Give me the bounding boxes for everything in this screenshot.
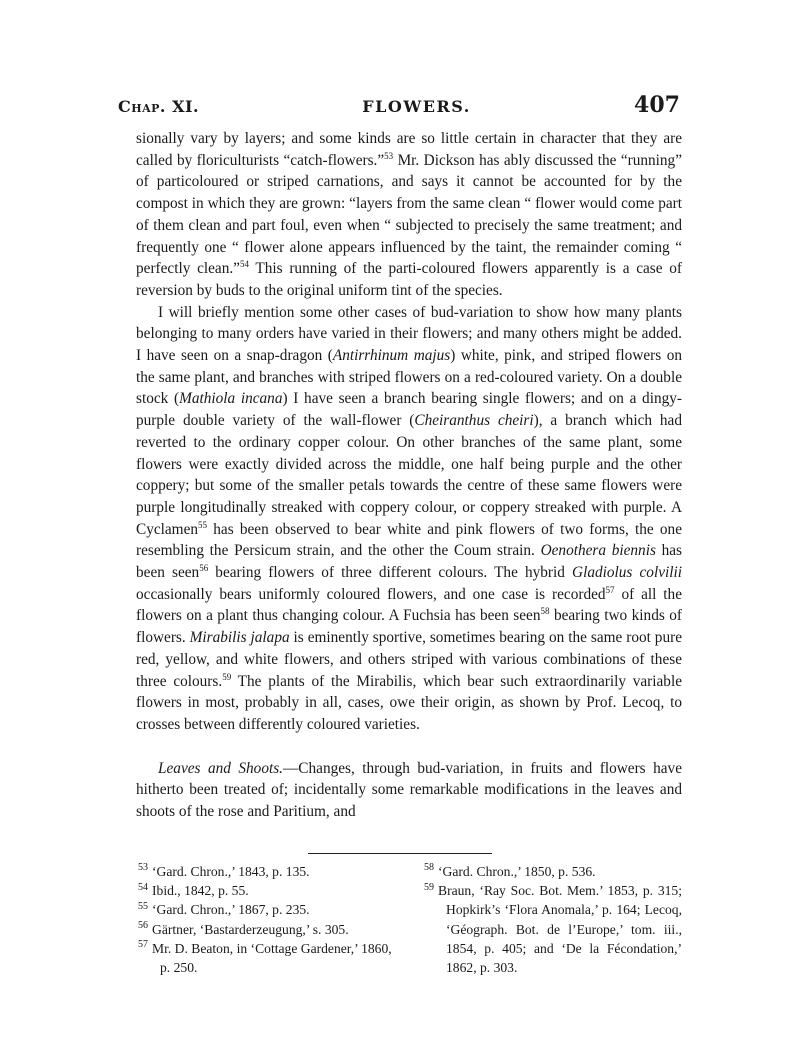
text: of all the flowers on a plant thus changing colour. A Fuchsia has been seen [136, 585, 682, 625]
species-name: Mirabilis jalapa [189, 629, 290, 647]
text: bearing two kinds of flowers. [136, 607, 682, 647]
footnote-text: ‘Gard. Chron.,’ 1843, p. 135. [152, 864, 310, 879]
species-name: Antirrhinum majus [332, 347, 451, 365]
text: Mr. Dickson has ably discussed the “running” of particoloured or striped carnations, and says it cannot be accounted for by the compost in which they are grown: “layers from the same clean “ flower would come part of them clean and part foul, even when “ subjected to precisely the same treatment; and frequently one “ flower alone appears influenced by the taint, the remainder coming “ perfectly clean.” [136, 151, 682, 278]
paragraph-3 [136, 758, 682, 823]
footnote [424, 862, 682, 881]
body-text [136, 128, 682, 823]
footnote-ref: 59 [222, 671, 232, 682]
footnote-ref: 53 [384, 150, 394, 161]
footnote-divider [308, 853, 492, 854]
footnote [424, 881, 682, 977]
footnote-number: 55 [138, 900, 148, 912]
footnote [138, 881, 404, 900]
footnote-ref: 55 [198, 519, 208, 530]
footnote-text: Gärtner, ‘Bastarderzeugung,’ s. 305. [152, 921, 349, 937]
footnote-number: 56 [138, 920, 148, 932]
footnote [138, 920, 404, 939]
footnote-number: 54 [138, 881, 148, 893]
species-name: Mathiola incana [179, 390, 283, 408]
footnote [138, 939, 404, 977]
footnotes-left-column [138, 862, 404, 977]
footnote-number: 53 [138, 862, 148, 874]
running-header [118, 92, 680, 120]
footnote-text: ‘Gard. Chron.,’ 1850, p. 536. [438, 864, 596, 879]
footnote-number: 57 [138, 939, 148, 951]
footnote-text: Braun, ‘Ray Soc. Bot. Mem.’ 1853, p. 315; Hopkirk’s ‘Flora Anomala,’ p. 164; Lecoq, ‘Géograph. Bot. de l’Europe,’ tom. iii., 1854, p. 405; and ‘De la Fécondation,’ 1862, p. 303. [438, 883, 682, 976]
text: —Changes, through bud-variation, in fruits and flowers have hitherto been treated of; incidentally some remarkable modifications in the leaves and shoots of the rose and Paritium, and [136, 759, 682, 821]
footnote-ref: 58 [540, 606, 550, 617]
text: sionally vary by layers; and some kinds are so little certain in character that they are called by floriculturists “catch-flowers.” [136, 130, 682, 169]
text: ), a branch which had reverted to the ordinary copper colour. On other branches of the same plant, some flowers were exactly divided across the middle, one half being purple and the other coppery; but some of the smaller petals towards the centre of these same flowers were purple longitudinally streaked with coppery colour, or coppery streaked with purple. A Cyclamen [136, 412, 682, 538]
paragraph-2 [136, 302, 682, 736]
text: ) I have seen a branch bearing single flowers; and on a dingy-purple double variety of the wall-flower ( [136, 390, 682, 430]
footnote-text: Ibid., 1842, p. 55. [152, 883, 249, 899]
footnote-text: ‘Gard. Chron.,’ 1867, p. 235. [152, 902, 310, 918]
text: This running of the parti-coloured flowers apparently is a case of reversion by buds to the original uniform tint of the species. [136, 260, 682, 299]
text: bearing flowers of three different colours. The hybrid [208, 564, 573, 582]
page-number: 407 [634, 92, 680, 118]
footnote [138, 862, 404, 881]
running-title: FLOWERS. [362, 97, 471, 116]
text: is eminently sportive, sometimes bearing on the same root pure red, yellow, and white flowers, and others striped with various combinations of these three colours. [136, 629, 682, 690]
species-name: Gladiolus colvilii [572, 564, 682, 582]
section-heading: Leaves and Shoots. [158, 759, 283, 777]
text: has been observed to bear white and pink flowers of two forms, the one resembling the Persicum strain, and the other the Coum strain. [136, 520, 682, 560]
species-name: Oenothera biennis [540, 542, 656, 560]
text: The plants of the Mirabilis, which bear such extraordinarily variable flowers in most, probably in all, cases, owe their origin, as shown by Prof. Lecoq, to crosses between differently coloured varieties. [136, 672, 682, 733]
footnote-number: 59 [424, 881, 434, 893]
footnote [138, 900, 404, 919]
text: occasionally bears uniformly coloured flowers, and one case is recorded [136, 585, 606, 603]
paragraph-1 [136, 128, 682, 302]
footnote-ref: 57 [605, 584, 615, 595]
footnote-number: 58 [424, 862, 434, 874]
text: ) white, pink, and striped flowers on the same plant, and branches with striped flowers on a red-coloured variety. On a double stock ( [136, 347, 682, 408]
footnote-ref: 56 [199, 562, 209, 573]
footnote-ref: 54 [239, 259, 249, 270]
footnote-text: Mr. D. Beaton, in ‘Cottage Gardener,’ 1860, p. 250. [152, 940, 392, 976]
species-name: Cheiranthus cheiri [414, 412, 534, 430]
text: has been seen [136, 542, 683, 582]
chapter-label: Chap. XI. [118, 97, 200, 116]
footnotes-right-column [424, 862, 682, 977]
text: I will briefly mention some other cases of bud-variation to show how many plants belonging to many orders have varied in their flowers; and many others might be added. I have seen on a snap-dragon ( [136, 303, 682, 365]
